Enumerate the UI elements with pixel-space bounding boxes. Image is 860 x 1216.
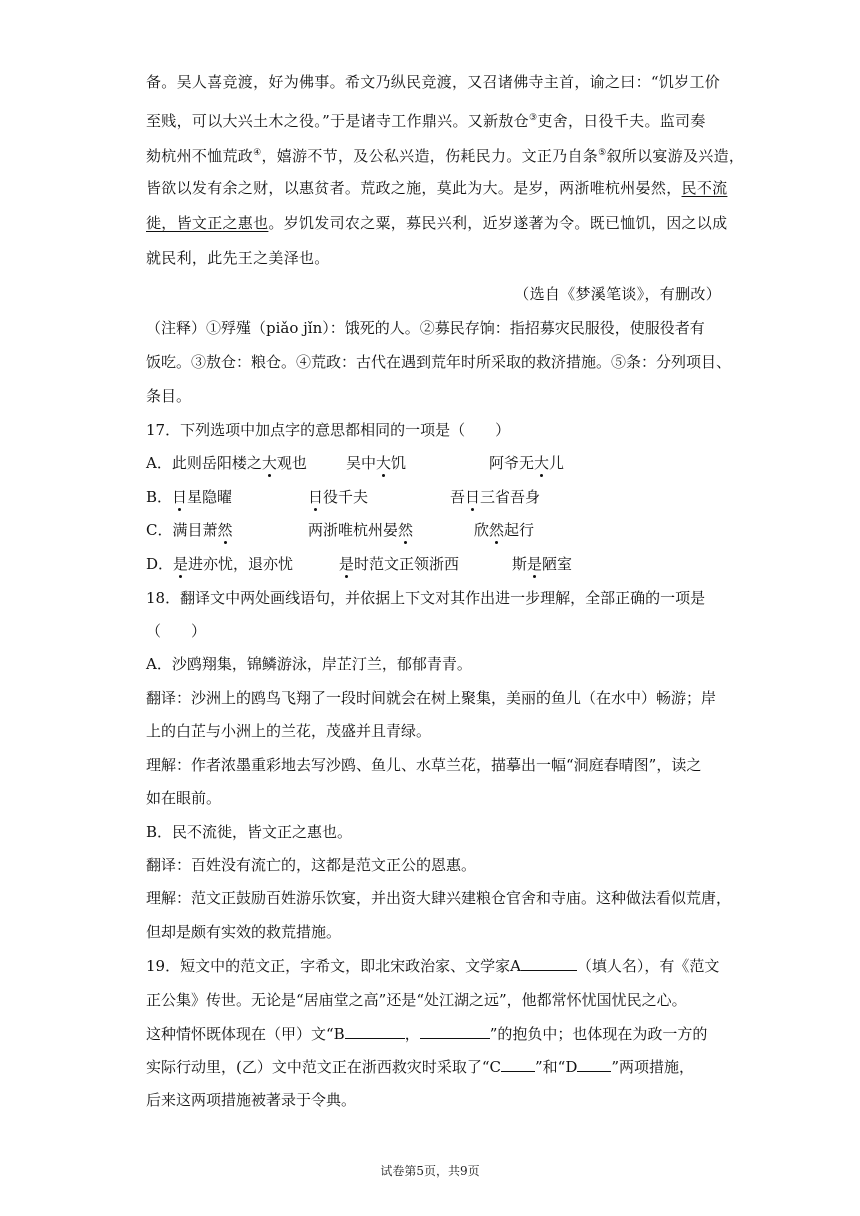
q18-b-translation: 翻译：百姓没有流亡的，这都是范文正公的恩惠。 <box>146 856 477 874</box>
q17-option-a-phrase-3: 阿爷无大儿 <box>489 454 565 472</box>
q18-b-understanding-1: 理解：范文正鼓励百姓游乐饮宴，并出资大肆兴建粮仓官舍和寺庙。这种做法看似荒唐， <box>146 889 732 907</box>
q17-option-c-phrase-2: 两浙唯杭州晏然 <box>308 521 414 539</box>
blank-b1[interactable] <box>345 1024 405 1039</box>
q18-option-b[interactable]: B．民不流徙，皆文正之惠也。 <box>146 823 353 841</box>
q17-stem: 17．下列选项中加点字的意思都相同的一项是（ ） <box>146 421 511 439</box>
blank-a[interactable] <box>521 956 577 971</box>
dotted-char: 是 <box>339 555 355 573</box>
passage-line-3: 劾杭州不恤荒政④，嬉游不节，及公私兴造，伤耗民力。文正乃自条⑤叙所以宴游及兴造， <box>146 147 745 165</box>
passage-line-4: 皆欲以发有余之财，以惠贫者。荒政之施，莫此为大。是岁，两浙唯杭州晏然，民不流 <box>146 179 728 197</box>
q19-line-5: 后来这两项措施被著录于令典。 <box>146 1091 357 1109</box>
blank-d[interactable] <box>577 1057 611 1072</box>
dotted-char: 是 <box>527 555 543 573</box>
q17-option-d[interactable]: D．是进亦忧，退亦忧 <box>146 555 294 573</box>
dotted-char: 是 <box>173 555 189 573</box>
underlined-sentence: 徙，皆文正之惠也 <box>146 214 269 232</box>
dotted-char: 日 <box>172 488 188 506</box>
footnote-marker: ④ <box>253 148 262 158</box>
q18-b-understanding-2: 但却是颇有实效的救荒措施。 <box>146 923 342 941</box>
notes-line-2: 饭吃。③敖仓：粮仓。④荒政：古代在遇到荒年时所采取的救济措施。⑤条：分列项目、 <box>146 353 732 371</box>
dotted-char: 大 <box>534 454 550 472</box>
dotted-char: 然 <box>489 521 505 539</box>
q19-line-1: 19．短文中的范文正，字希文，即北宋政治家、文学家A （填人名），有《范文 <box>146 957 720 975</box>
q17-option-c[interactable]: C．满目萧然 <box>146 521 233 539</box>
dotted-char: 大 <box>261 454 277 472</box>
passage-line-1: 备。吴人喜竞渡，好为佛事。希文乃纵民竞渡，又召诸佛寺主首，谕之曰：“饥岁工价 <box>146 73 721 91</box>
q18-a-translation-2: 上的白芷与小洲上的兰花，茂盛并且青绿。 <box>146 722 432 740</box>
dotted-char: 然 <box>217 521 233 539</box>
q17-option-b-phrase-3: 吾日三省吾身 <box>450 488 541 506</box>
footnote-marker: ③ <box>528 113 538 123</box>
footnote-marker: ⑤ <box>598 148 607 158</box>
dotted-char: 大 <box>376 454 392 472</box>
dotted-char: 日 <box>465 488 481 506</box>
q17-option-b[interactable]: B．日星隐曜 <box>146 488 233 506</box>
notes-line-1: （注释）①殍殣（piǎo jǐn）：饿死的人。②募民存饷：指招募灾民服役，使服役者有 <box>146 319 705 337</box>
q18-a-understanding-2: 如在眼前。 <box>146 789 222 807</box>
passage-line-2: 至贱，可以大兴土木之役。”于是诸寺工作鼎兴。又新敖仓③吏舍，日役千夫。监司奏 <box>146 112 706 130</box>
underlined-sentence: 民不流 <box>681 179 728 197</box>
passage-source: （选自《梦溪笔谈》，有删改） <box>514 285 721 303</box>
notes-line-3: 条目。 <box>146 387 192 405</box>
q19-line-2: 正公集》传世。无论是“居庙堂之高”还是“处江湖之远”，他都常怀忧国忧民之心。 <box>146 991 687 1009</box>
blank-c[interactable] <box>501 1057 535 1072</box>
q17-option-a[interactable]: A．此则岳阳楼之大观也 <box>146 454 307 472</box>
dotted-char: 然 <box>398 521 414 539</box>
passage-line-5: 徙，皆文正之惠也。岁饥发司农之粟，募民兴利，近岁遂著为令。既已恤饥，因之以成 <box>146 214 728 232</box>
blank-b2[interactable] <box>420 1024 490 1039</box>
q17-option-b-phrase-2: 日役千夫 <box>308 488 369 506</box>
q18-stem-paren: （ ） <box>146 622 207 640</box>
q18-a-understanding-1: 理解：作者浓墨重彩地去写沙鸥、鱼儿、水草兰花，描摹出一幅“洞庭春晴图”，读之 <box>146 756 702 774</box>
passage-line-6: 就民利，此先王之美泽也。 <box>146 249 330 267</box>
q18-option-a[interactable]: A．沙鸥翔集，锦鳞游泳，岸芷汀兰，郁郁青青。 <box>146 655 472 673</box>
page-footer: 试卷第5页，共9页 <box>380 1164 480 1178</box>
q19-line-4: 实际行动里，(乙）文中范文正在浙西救灾时采取了“C ”和“D ”两项措施， <box>146 1058 695 1076</box>
q18-stem: 18．翻译文中两处画线语句，并依据上下文对其作出进一步理解，全部正确的一项是 <box>146 589 706 607</box>
q17-option-a-phrase-2: 吴中大饥 <box>346 454 407 472</box>
q17-option-d-phrase-2: 是时范文正领浙西 <box>339 555 460 573</box>
q17-option-d-phrase-3: 斯是陋室 <box>512 555 573 573</box>
dotted-char: 日 <box>308 488 324 506</box>
q18-a-translation-1: 翻译：沙洲上的鸥鸟飞翔了一段时间就会在树上聚集，美丽的鱼儿（在水中）畅游；岸 <box>146 689 717 707</box>
q17-option-c-phrase-3: 欣然起行 <box>474 521 535 539</box>
q19-line-3: 这种情怀既体现在（甲）文“B ， ”的抱负中；也体现在为政一方的 <box>146 1025 708 1043</box>
